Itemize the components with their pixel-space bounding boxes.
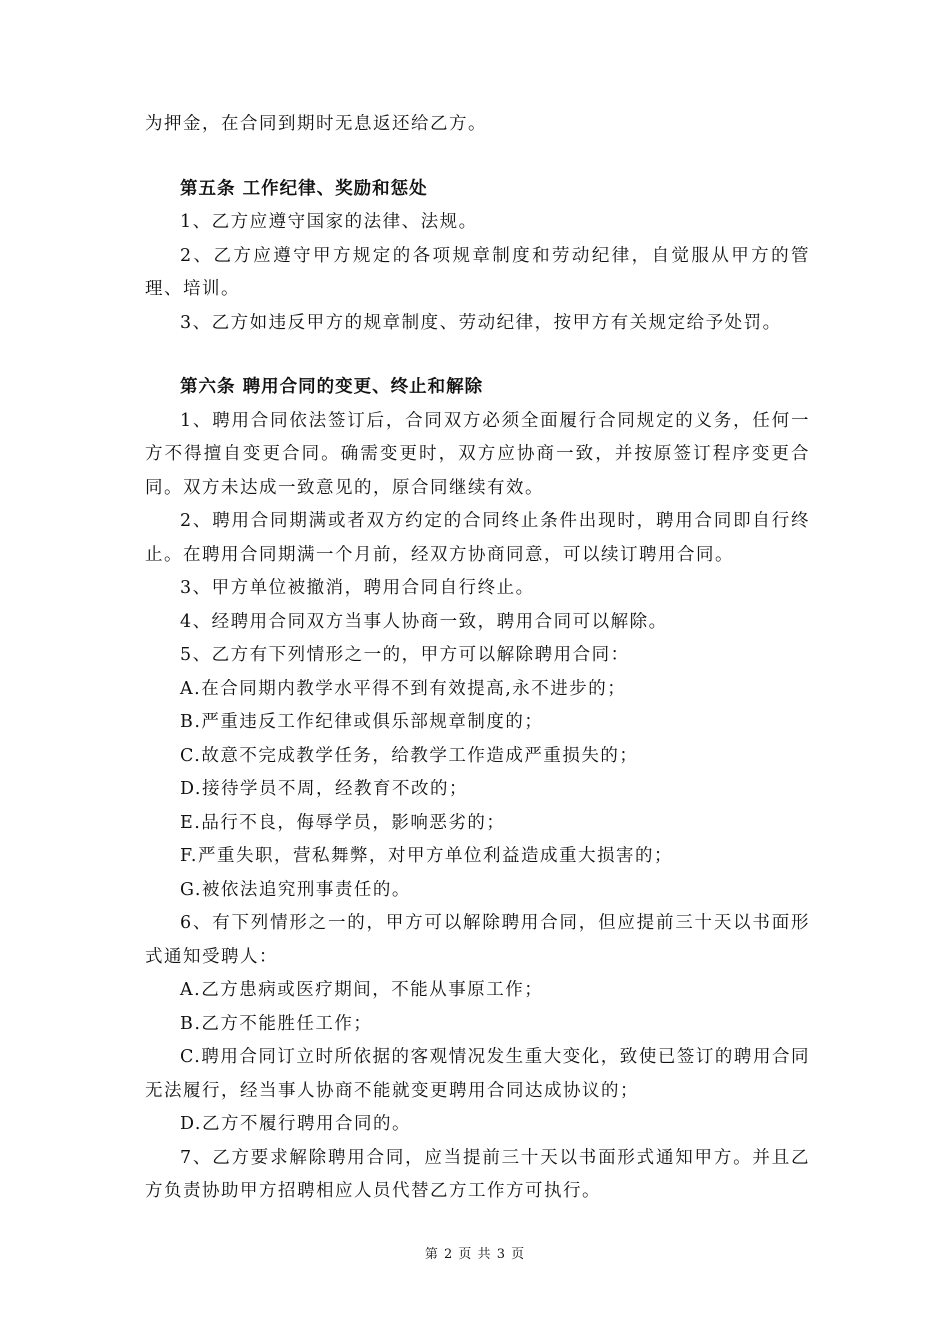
section-6-subitem: A.在合同期内教学水平得不到有效提高,永不进步的； — [180, 678, 627, 699]
section-6-item: 7、乙方要求解除聘用合同，应当提前三十天以书面形式通知甲方。并且乙方负责协助甲方招聘相应人员代替乙方工作方可执行。 — [145, 1147, 810, 1201]
section-6-heading: 第六条 聘用合同的变更、终止和解除 — [180, 377, 484, 397]
section-6-subitem: D.接待学员不周，经教育不改的； — [180, 779, 468, 799]
section-6-item: 5、乙方有下列情形之一的，甲方可以解除聘用合同： — [180, 645, 630, 665]
section-6-subitem: C.故意不完成教学任务，给教学工作造成严重损失的； — [180, 745, 639, 766]
section-6-subitem: B.乙方不能胜任工作； — [180, 1013, 373, 1034]
section-6-subitem: B.严重违反工作纪律或俱乐部规章制度的； — [180, 712, 544, 732]
document-body — [145, 108, 810, 1209]
spacer — [145, 340, 810, 371]
section-6-item: 1、聘用合同依法签订后，合同双方必须全面履行合同规定的义务，任何一方不得擅自变更合同。确需变更时，双方应协商一致，并按原签订程序变更合同。双方未达成一致意见的，原合同继续有效。 — [145, 410, 810, 498]
section-6-subitem: D.乙方不履行聘用合同的。 — [180, 1114, 411, 1134]
section-5-item: 1、乙方应遵守国家的法律、法规。 — [180, 212, 478, 232]
section-6-item: 2、聘用合同期满或者双方约定的合同终止条件出现时，聘用合同即自行终止。在聘用合同期满一个月前，经双方协商同意，可以续订聘用合同。 — [145, 511, 810, 565]
section-6-subitem: C.聘用合同订立时所依据的客观情况发生重大变化，致使已签订的聘用合同无法履行，经当事人协商不能就变更聘用合同达成协议的； — [145, 1047, 810, 1101]
section-6-item: 6、有下列情形之一的，甲方可以解除聘用合同，但应提前三十天以书面形式通知受聘人： — [145, 913, 810, 967]
section-5-item: 3、乙方如违反甲方的规章制度、劳动纪律，按甲方有关规定给予处罚。 — [180, 312, 782, 333]
intro-paragraph: 为押金，在合同到期时无息返还给乙方。 — [145, 114, 487, 134]
section-5-item: 2、乙方应遵守甲方规定的各项规章制度和劳动纪律，自觉服从甲方的管理、培训。 — [145, 245, 810, 299]
section-6-item: 3、甲方单位被撤消，聘用合同自行终止。 — [180, 578, 535, 598]
section-5-heading: 第五条 工作纪律、奖励和惩处 — [180, 178, 428, 199]
page-number-footer: 第 2 页 共 3 页 — [424, 1247, 526, 1262]
section-6-subitem: F.严重失职，营私舞弊，对甲方单位利益造成重大损害的； — [180, 846, 673, 866]
section-6-subitem: E.品行不良，侮辱学员，影响恶劣的； — [180, 812, 506, 833]
section-6-subitem: G.被依法追究刑事责任的。 — [180, 879, 411, 900]
section-6-item: 4、经聘用合同双方当事人协商一致，聘用合同可以解除。 — [180, 611, 668, 632]
spacer — [145, 142, 810, 173]
section-6-subitem: A.乙方患病或医疗期间，不能从事原工作； — [180, 980, 544, 1000]
